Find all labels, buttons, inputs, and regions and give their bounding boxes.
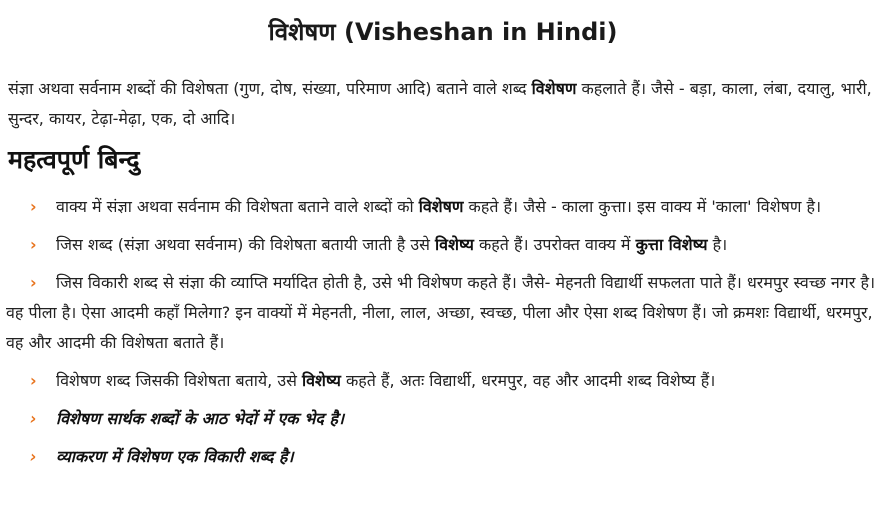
- point-bold-term: विशेष्य: [435, 235, 474, 254]
- page-title: विशेषण (Visheshan in Hindi): [268, 18, 618, 46]
- list-item: [6, 230, 880, 260]
- point-text: है।: [707, 235, 728, 254]
- chevron-right-icon: ›: [30, 197, 37, 216]
- list-item: [6, 366, 880, 396]
- list-item: [6, 192, 880, 222]
- point-text: व्याकरण में विशेषण एक विकारी शब्द है।: [56, 447, 294, 466]
- section-heading: महत्वपूर्ण बिन्दु: [8, 145, 140, 174]
- chevron-right-icon: ›: [30, 273, 37, 292]
- point-text: विशेषण शब्द जिसकी विशेषता बताये, उसे: [56, 371, 303, 390]
- point-text: कहते हैं। जैसे - काला कुत्ता। इस वाक्य में 'काला' विशेषण है।: [463, 197, 822, 216]
- chevron-right-icon: ›: [30, 447, 37, 466]
- point-text: जिस विकारी शब्द से संज्ञा की व्याप्ति मर्यादित होती है, उसे भी विशेषण कहते हैं। जैसे- मेहनती विद्यार्थी सफलता पाते हैं। धरमपुर स्वच्छ नगर है। वह पीला है। ऐसा आदमी कहाँ मिलेगा? इन वाक्यों में मेहनती, नीला, लाल, अच्छा, स्वच्छ, पीला और ऐसा शब्द विशेषण हैं। जो क्रमशः विद्यार्थी, धरमपुर, वह और आदमी की विशेषता बताते हैं।: [6, 273, 876, 352]
- point-text: वाक्य में संज्ञा अथवा सर्वनाम की विशेषता बताने वाले शब्दों को: [56, 197, 419, 216]
- intro-text: संज्ञा अथवा सर्वनाम शब्दों की विशेषता (गुण, दोष, संख्या, परिमाण आदि) बताने वाले शब्द: [8, 79, 532, 98]
- points-list: [6, 192, 880, 472]
- list-item: [6, 442, 880, 472]
- point-bold-term: विशेषण: [418, 197, 464, 216]
- chevron-right-icon: ›: [30, 371, 37, 390]
- intro-bold-term: विशेषण: [531, 79, 577, 98]
- intro-paragraph: [8, 74, 880, 134]
- point-text: जिस शब्द (संज्ञा अथवा सर्वनाम) की विशेषता बतायी जाती है उसे: [56, 235, 436, 254]
- point-text: विशेषण सार्थक शब्दों के आठ भेदों में एक भेद है।: [56, 409, 345, 428]
- chevron-right-icon: ›: [30, 235, 37, 254]
- list-item: [6, 404, 880, 434]
- intro-text-end: कहलाते हैं। जैसे - बड़ा, काला, लंबा, दयालु, भारी, सुन्दर, कायर, टेढ़ा-मेढ़ा, एक, दो आदि।: [8, 79, 872, 128]
- point-text: कहते हैं, अतः विद्यार्थी, धरमपुर, वह और आदमी शब्द विशेष्य हैं।: [340, 371, 716, 390]
- point-bold-term: विशेष्य: [302, 371, 341, 390]
- point-bold-term: कुत्ता विशेष्य: [635, 235, 708, 254]
- point-text: कहते हैं। उपरोक्त वाक्य में: [473, 235, 636, 254]
- chevron-right-icon: ›: [30, 409, 37, 428]
- list-item: [6, 268, 880, 358]
